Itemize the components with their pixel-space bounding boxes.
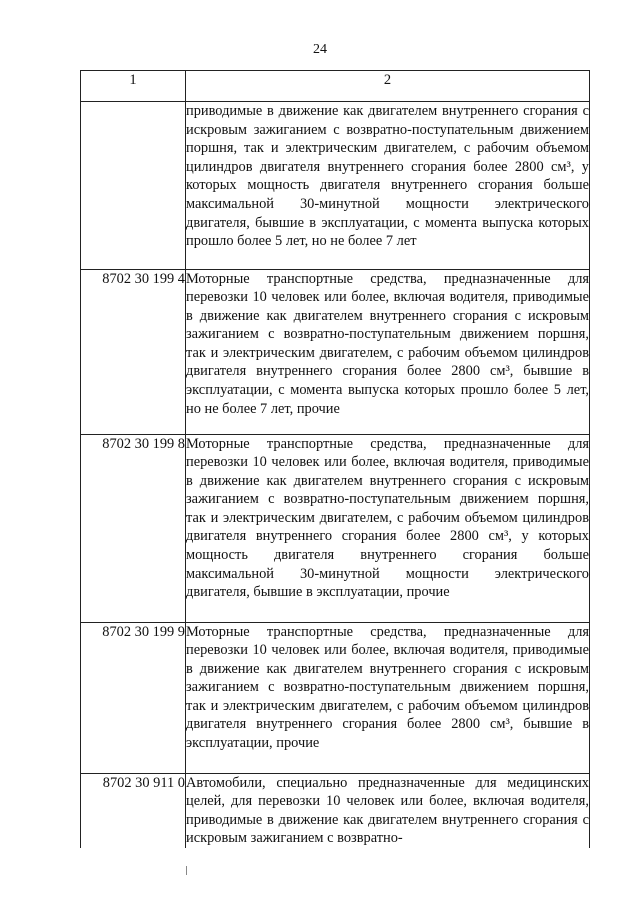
row-description: Моторные транспортные средства, предназначенные для перевозки 10 человек или более, включая водителя, приводимые в движение как двигателем внутреннего сгорания с искровым зажиганием с возвратно-поступательным движением поршня, так и электрическим двигателем, с рабочим объемом цилиндров двигателя внутреннего сгорания более 2800 см³, у которых мощность двигателя внутреннего сгорания больше максимальной 30-минутной мощности электрического двигателя, бывшие в эксплуатации, прочие — [186, 434, 590, 622]
row-code — [81, 102, 186, 270]
row-description: Моторные транспортные средства, предназначенные для перевозки 10 человек или более, включая водителя, приводимые в движение как двигателем внутреннего сгорания с искровым зажиганием с возвратно-поступательным движением поршня, так и электрическим двигателем, с рабочим объемом цилиндров двигателя внутреннего сгорания более 2800 см³, бывшие в эксплуатации, с момента выпуска которых прошло более 5 лет, но не более 7 лет, прочие — [186, 269, 590, 434]
column-divider-continuation — [186, 866, 187, 875]
row-code: 8702 30 199 4 — [81, 269, 186, 434]
column-header-code: 1 — [81, 71, 186, 102]
row-code: 8702 30 199 8 — [81, 434, 186, 622]
row-description: Автомобили, специально предназначенные для медицинских целей, для перевозки 10 человек или более, включая водителя, приводимые в движение как двигателем внутреннего сгорания с искровым зажиганием с возвратно- — [186, 774, 589, 847]
table-row — [81, 773, 590, 848]
tariff-code-table — [80, 70, 590, 848]
row-code: 8702 30 199 9 — [81, 622, 186, 773]
table-row — [81, 622, 590, 773]
row-description: приводимые в движение как двигателем внутреннего сгорания с искровым зажиганием с возвратно-поступательным движением поршня, так и электрическим двигателем, с рабочим объемом цилиндров двигателя внутреннего сгорания более 2800 см³, у которых мощность двигателя внутреннего сгорания больше максимальной 30-минутной мощности электрического двигателя, бывшие в эксплуатации, с момента выпуска которых прошло более 5 лет, но не более 7 лет — [186, 102, 590, 270]
table-row — [81, 434, 590, 622]
page-number: 24 — [313, 42, 327, 57]
table-row — [81, 102, 590, 270]
table-header-row — [81, 71, 590, 102]
column-header-description: 2 — [186, 71, 590, 102]
table-row — [81, 269, 590, 434]
row-description: Моторные транспортные средства, предназначенные для перевозки 10 человек или более, включая водителя, приводимые в движение как двигателем внутреннего сгорания с искровым зажиганием с возвратно-поступательным движением поршня, так и электрическим двигателем, с рабочим объемом цилиндров двигателя внутреннего сгорания более 2800 см³, бывшие в эксплуатации, прочие — [186, 622, 590, 773]
row-code: 8702 30 911 0 — [81, 773, 186, 848]
